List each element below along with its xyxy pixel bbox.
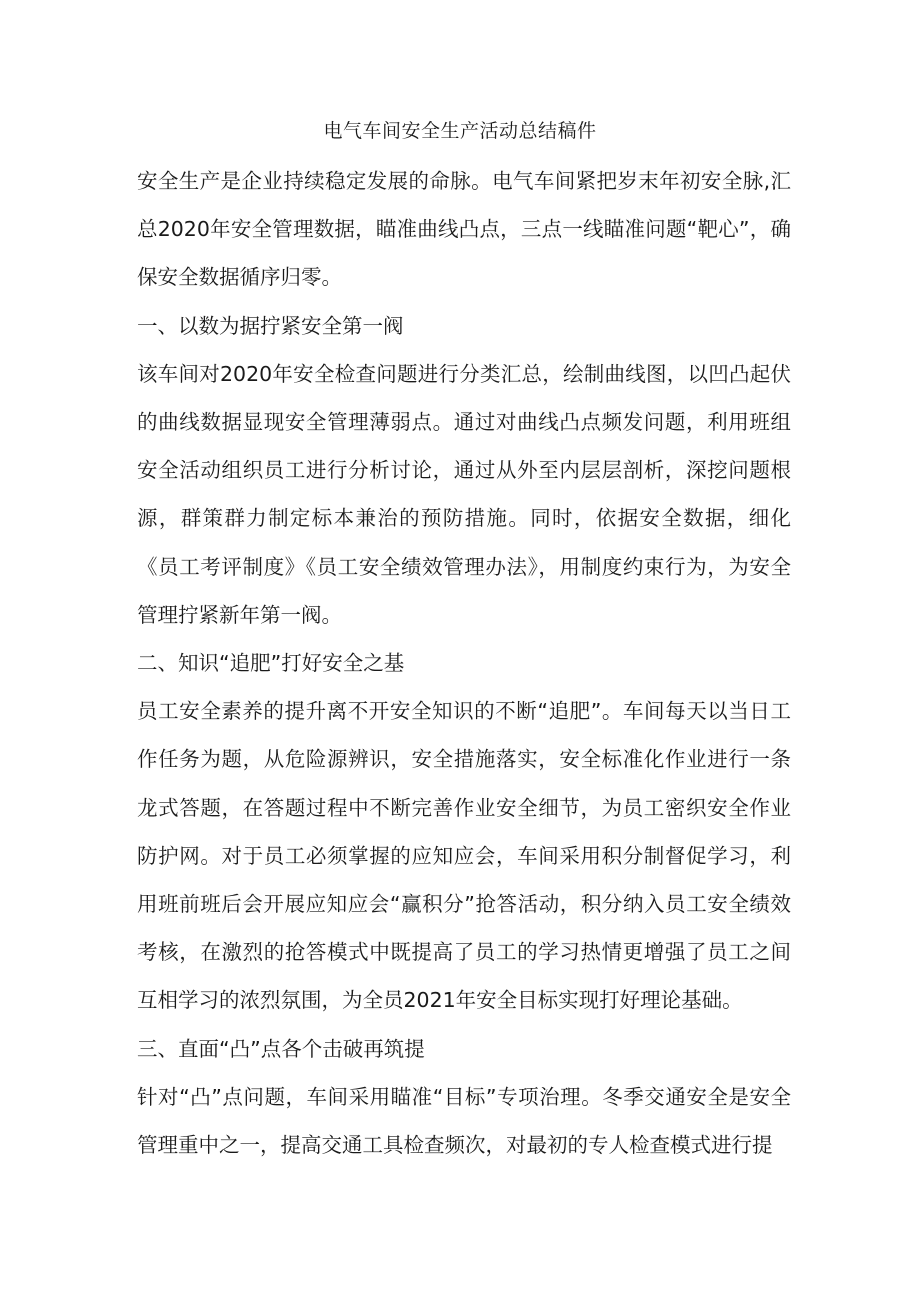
document-body [137,157,791,1169]
section-heading-1: 一、以数为据拧紧安全第一阀 [137,313,404,338]
section-2-paragraph: 员工安全素养的提升离不开安全知识的不断“追肥”。车间每天以当日工作任务为题，从危险源辨识，安全措施落实，安全标准化作业进行一条龙式答题，在答题过程中不断完善作业安全细节，为员工密织安全作业防护网。对于员工必须掌握的应知应会，车间采用积分制督促学习，利用班前班后会开展应知应会“赢积分”抢答活动，积分纳入员工安全绩效考核，在激烈的抢答模式中既提高了员工的学习热情更增强了员工之间互相学习的浓烈氛围，为全员2021年安全目标实现打好理论基础。 [137,699,791,1013]
section-1-paragraph: 该车间对2020年安全检查问题进行分类汇总，绘制曲线图，以凹凸起伏的曲线数据显现安全管理薄弱点。通过对曲线凸点频发问题，利用班组安全活动组织员工进行分析讨论，通过从外至内层层剖析，深挖问题根源，群策群力制定标本兼治的预防措施。同时，依据安全数据，细化《员工考评制度》《员工安全绩效管理办法》，用制度约束行为，为安全管理拧紧新年第一阀。 [137,361,791,627]
section-heading-2: 二、知识“追肥”打好安全之基 [137,651,405,676]
document-title: 电气车间安全生产活动总结稿件 [323,120,597,142]
section-3-paragraph: 针对“凸”点问题，车间采用瞄准“目标”专项治理。冬季交通安全是安全管理重中之一，提高交通工具检查频次，对最初的专人检查模式进行提 [137,1084,791,1158]
intro-paragraph: 安全生产是企业持续稳定发展的命脉。电气车间紧把岁末年初安全脉,汇总2020年安全管理数据，瞄准曲线凸点，三点一线瞄准问题“靶心”，确保安全数据循序归零。 [137,169,791,290]
section-heading-3: 三、直面“凸”点各个击破再筑提 [137,1036,425,1061]
